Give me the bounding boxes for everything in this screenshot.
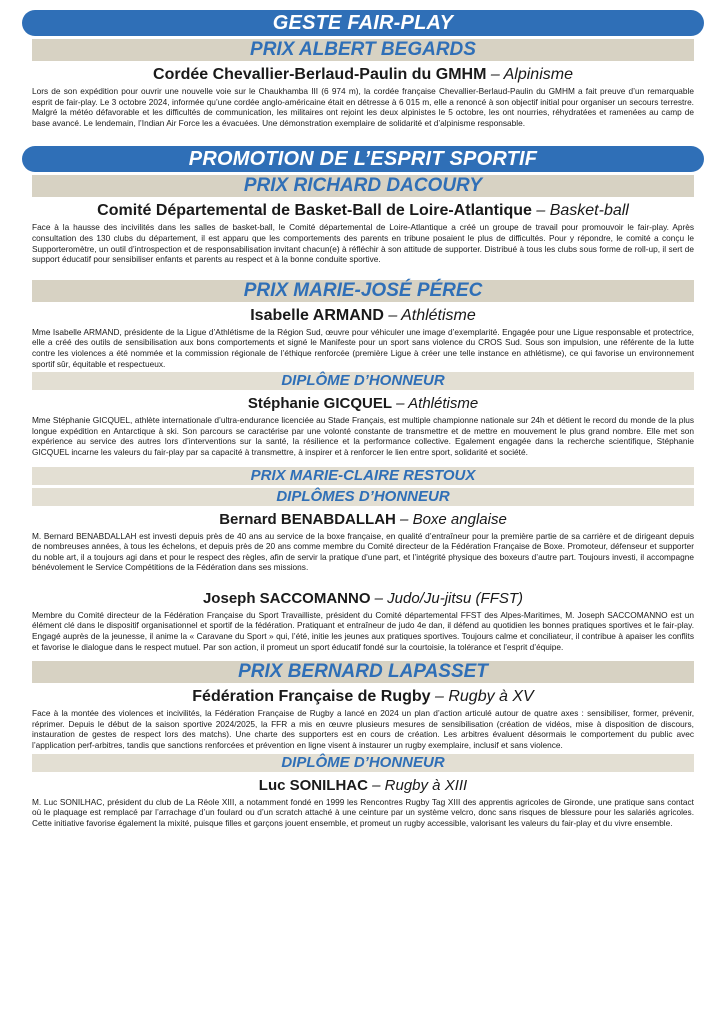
laureate-sport: Basket-ball: [549, 202, 629, 220]
dash-separator: –: [367, 776, 385, 794]
honouree-heading: [22, 511, 704, 529]
laureate-description: Lors de son expédition pour ouvrir une nouvelle voie sur le Chaukhamba III (6 974 m), la cordée française Chevallier-Berlaud-Paulin du GMHM a fait preuve d’un remarquable esprit de fair-play. Le 3 octobre 2024, informée qu’une cordée anglo-américaine était en détresse à 6 015 m, elle a renoncé à son objectif initial pour organiser un secours terrestre. Malgré la météo défavorable et les difficultés de communication, les militaires ont rejoint les deux alpinistes le 5 octobre, les ont nourries, réhydratées et ramenées au camp de base avancé. Le lendemain, l’Indian Air Force les a évacuées. Une démonstration exemplaire de solidarité et d’alpinisme responsable.: [32, 86, 694, 128]
awards-page: [22, 10, 704, 828]
section-banner-esprit-sportif: PROMOTION DE L’ESPRIT SPORTIF: [22, 146, 704, 172]
laureate-sport: Rugby à XV: [448, 688, 534, 706]
prize-title-marie-claire-restoux: PRIX MARIE-CLAIRE RESTOUX: [32, 467, 694, 485]
honouree-sport: Rugby à XIII: [384, 776, 468, 794]
laureate-name: Comité Départemental de Basket-Ball de Loire-Atlantique: [97, 202, 532, 220]
laureate-name: Isabelle ARMAND: [250, 306, 384, 324]
dash-separator: –: [370, 589, 388, 607]
honouree-heading: [22, 395, 704, 413]
laureate-heading: [22, 307, 704, 325]
honouree-description: Mme Stéphanie GICQUEL, athlète internationale d’ultra-endurance licenciée au Stade Français, est multiple championne nationale sur 24h et détient le record du monde de la plus longue expédition en Antarctique à ski. Son parcours se caractérise par une volonté constante de transmettre et de mettre en mouvement le plus grand nombre. Elle met son expérience au service des autres lors d’interventions sur la santé, la résilience et la performance collective. Egalement engagée dans la recherche scientifique, Stéphanie GICQUEL incarne les valeurs du fair-play par sa capacité à transmettre, à inspirer et à renforcer le lien entre sport, solidarité et société.: [32, 415, 694, 457]
laureate-sport: Athlétisme: [401, 306, 476, 324]
laureate-heading: [22, 202, 704, 220]
prize-title-richard-dacoury: PRIX RICHARD DACOURY: [32, 175, 694, 197]
prize-title-marie-jose-perec: PRIX MARIE-JOSÉ PÉREC: [32, 280, 694, 302]
laureate-description: Face à la hausse des incivilités dans les salles de basket-ball, le Comité départemental de Loire-Atlantique a créé un groupe de travail pour promouvoir le fair-play. Après consultation des 130 clubs du département, il est apparu que les comportements des parents en tribune posaient le plus de difficultés. Pour y répondre, le comité a conçu le Supporteromètre, un outil d’introspection et de responsabilisation invitant chacun(e) à réfléchir à son attitude de supporter. Distribué à tous les clubs sous forme de roll-up, il sert de support éducatif pour sensibiliser enfants et parents au respect et à la bonne conduite sportive.: [32, 222, 694, 265]
prize-title-albert-begards: PRIX ALBERT BEGARDS: [32, 39, 694, 61]
laureate-description: Mme Isabelle ARMAND, présidente de la Ligue d’Athlétisme de la Région Sud, œuvre pour véhiculer une image d’exemplarité. Engagée pour une Ligue responsable et protectrice, elle a créé des outils de sensibilisation aux bons comportements et signé le Manifeste pour un sport sans violence du CROS Sud. Sous son impulsion, une référente de la lutte contre les violences a été nommée et la commission régionale de l’éthique renforcée (première Ligue à créer une telle instance en athlétisme), ce qui favorise un environnement sportif sûr, équitable et respectueux.: [32, 326, 694, 369]
laureate-heading: [22, 66, 704, 84]
laureate-description: Face à la montée des violences et incivilités, la Fédération Française de Rugby a lancé en 2024 un plan d’action articulé autour de quatre axes : sensibiliser, former, prévenir, réprimer. Depuis le début de la saison sportive 2024/2025, la FFR a mis en œuvre plusieurs mesures de sensibilisation (création de vidéos, mise à disposition de discours, instauration de gestes de respect lors des matchs). Une charte des supporters est en cours de création. Les arbitres évaluent désormais le comportement du public avec l’application perf-arbitres, tandis que sanctions renforcées et prévention en ligne visent à instaurer un rugby exemplaire, inclusif et sans violence.: [32, 708, 694, 751]
honouree-heading: [22, 777, 704, 795]
honouree-description: M. Bernard BENABDALLAH est investi depuis près de 40 ans au service de la boxe française, en qualité d’entraîneur pour la première partie de sa carrière et de dirigeant depuis de nombreuses années, à tous les échelons, et depuis près de 20 ans comme membre du Comité directeur de la Fédération Française de Boxe. Promoteur, défenseur et supporter du noble art, il a toujours agi dans et pour le respect des règles, afin de servir la pratique d’une part, et l’intégrité physique des boxeurs d’autre part. Toujours investi, il accompagne bénévolement le Service Compétitions de la Fédération dans ses missions.: [32, 530, 694, 573]
honours-heading: DIPLÔME D’HONNEUR: [32, 372, 694, 390]
dash-separator: –: [531, 202, 550, 220]
dash-separator: –: [383, 306, 402, 324]
laureate-name: Cordée Chevallier-Berlaud-Paulin du GMHM: [153, 66, 487, 83]
dash-separator: –: [486, 66, 504, 83]
section-banner-fair-play: GESTE FAIR-PLAY: [22, 10, 704, 36]
honouree-description: Membre du Comité directeur de la Fédération Française du Sport Travailliste, président du Comité départemental FFST des Alpes-Maritimes, M. Joseph SACCOMANNO est un élément clé dans le dispositif organisationnel et sportif de la fédération. Pratiquant et entraîneur de judo 4e dan, il défend au quotidien les bonnes pratiques sportives et le fair-play. Engagé auprès de la jeunesse, il anime la « Caravane du Sport » qui, l’été, initie les jeunes aux pratiques sportives. Toujours calme et conciliateur, il contribue à apaiser les conflits et favorise le dialogue dans le respect mutuel. Par son action, il promeut un sport éducatif fondé sur la courtoisie, la tolérance et l’esprit d’équipe.: [32, 609, 694, 652]
honouree-sport: Boxe anglaise: [412, 510, 507, 528]
laureate-name: Fédération Française de Rugby: [192, 688, 431, 706]
honouree-sport: Athlétisme: [408, 395, 479, 413]
dash-separator: –: [395, 510, 413, 528]
honours-heading: DIPLÔMES D’HONNEUR: [32, 488, 694, 506]
honouree-name: Joseph SACCOMANNO: [202, 589, 371, 607]
dash-separator: –: [392, 395, 409, 413]
honouree-name: Luc SONILHAC: [258, 776, 368, 794]
prize-title-bernard-lapasset: PRIX BERNARD LAPASSET: [32, 661, 694, 683]
honours-heading: DIPLÔME D’HONNEUR: [32, 754, 694, 772]
laureate-sport: Alpinisme: [503, 66, 573, 83]
laureate-heading: [22, 688, 704, 706]
honouree-name: Bernard BENABDALLAH: [219, 510, 396, 528]
honouree-heading: [22, 590, 704, 608]
honouree-description: M. Luc SONILHAC, président du club de La Réole XIII, a notamment fondé en 1999 les Rencontres Rugby Tag XIII des apprentis agricoles de Gironde, une pratique sans contact où le plaquage est remplacé par l’arrachage d’un foulard ou d’un scratch attaché à une ceinture par un système velcro, donc sans risques de blessure pour les salariés agricoles. Cette initiative favorise également la mixité, puisque filles et garçons jouent ensemble, et promeut un rugby accessible, valorisant les valeurs du fair-play et du vivre ensemble.: [32, 796, 694, 828]
honouree-name: Stéphanie GICQUEL: [247, 395, 393, 413]
dash-separator: –: [430, 688, 449, 706]
honouree-sport: Judo/Ju-jitsu (FFST): [387, 589, 524, 607]
